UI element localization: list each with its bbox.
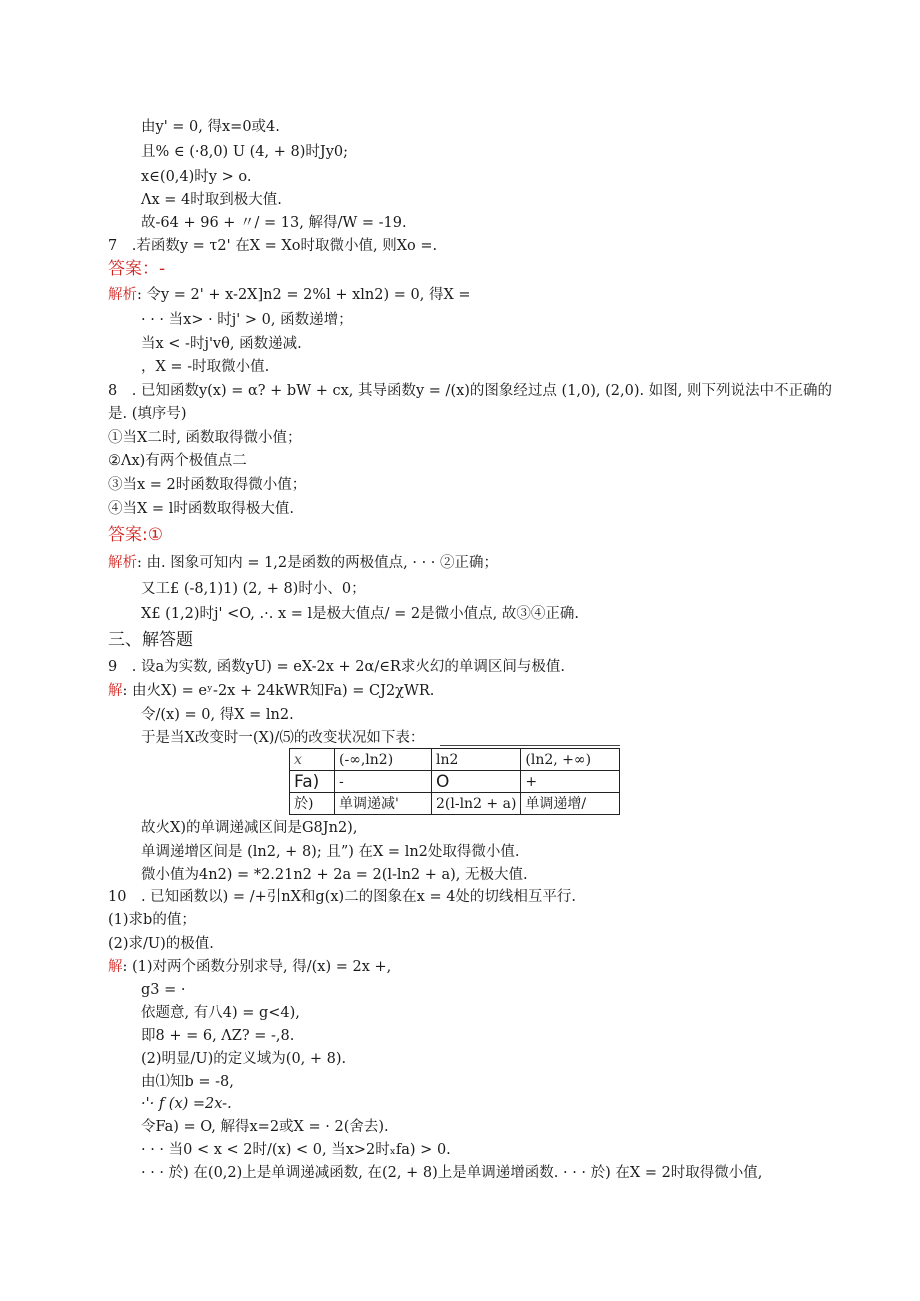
solution-10-line-3: 依题意, 有八4) = g<4), bbox=[141, 1005, 300, 1021]
solution-text: : 由. 图象可知内 = 1,2是函数的两极值点, · · · ②正确； bbox=[137, 555, 499, 571]
solution-8-line-3: X£ (1,2)时j' <O, .·. x = l是极大值点/ = 2是微小值点, 故③④正确. bbox=[141, 606, 579, 622]
table-top-line bbox=[440, 745, 620, 746]
solution-10 bbox=[108, 957, 391, 977]
table-cell: (-∞,ln2) bbox=[335, 749, 432, 771]
option-4: ④当X = l时函数取得极大值. bbox=[108, 501, 294, 517]
solution-label: 解 bbox=[108, 683, 123, 699]
solution-9-line-2: 令/(x) = 0, 得X = ln2. bbox=[141, 707, 294, 723]
answer-8 bbox=[108, 525, 163, 545]
solution-8-line-2: 又工£ (-8,1)1) (2, + 8)时小、0； bbox=[141, 581, 366, 597]
variation-table bbox=[289, 748, 620, 815]
table-row bbox=[290, 793, 620, 815]
question-10-part-2: (2)求/U)的极值. bbox=[108, 936, 214, 952]
table-cell: 2(l-ln2 + a) bbox=[432, 793, 521, 815]
line-5: 故-64 + 96 + 〃/ = 13, 解得/W = -19. bbox=[141, 215, 407, 231]
line-3: x∈(0,4)时y > o. bbox=[141, 169, 252, 185]
solution-10-line-10: · · · 於) 在(0,2)上是单调递减函数, 在(2, + 8)上是单调递增函数. · · · 於) 在X = 2时取得微小值, bbox=[141, 1165, 763, 1181]
solution-text: : (1)对两个函数分别求导, 得/(x) = 2x +, bbox=[122, 959, 392, 975]
solution-9 bbox=[108, 681, 434, 701]
solution-text: : 令y = 2' + x-2X]n2 = 2%l + xln2) = 0, 得X = bbox=[137, 287, 471, 303]
table-row bbox=[290, 749, 620, 771]
solution-label: 解析 bbox=[108, 287, 137, 303]
table-row bbox=[290, 771, 620, 793]
solution-7-line-2: · · · 当x> · 时j' > 0, 函数递增； bbox=[141, 312, 353, 328]
answer-label: 答案 bbox=[108, 259, 142, 279]
solution-7-line-4: ，X = -时取微小值. bbox=[141, 359, 270, 375]
table-cell: + bbox=[521, 771, 620, 793]
solution-7 bbox=[108, 285, 471, 305]
answer-value: ：- bbox=[142, 259, 166, 279]
solution-8 bbox=[108, 553, 498, 573]
table-cell: (ln2, +∞) bbox=[521, 749, 620, 771]
section-heading: 三、解答题 bbox=[108, 630, 193, 650]
solution-10-line-4: 即8 + = 6, ΛZ? = -,8. bbox=[141, 1028, 295, 1044]
solution-label: 解 bbox=[108, 959, 123, 975]
table-cell: 於) bbox=[290, 793, 335, 815]
solution-10-line-9: · · · 当0 < x < 2时/(x) < 0, 当x>2时ₓfa) > 0. bbox=[141, 1142, 451, 1158]
table-cell: 单调递减' bbox=[335, 793, 432, 815]
line-4: Λx = 4时取到极大值. bbox=[141, 192, 282, 208]
line-2: 且% ∈ (·8,0) U (4, + 8)时Jy0; bbox=[141, 144, 349, 160]
option-2: ②Λx)有两个极值点二 bbox=[108, 453, 247, 469]
solution-text: : 由火X) = eʸ-2x + 24kWR知Fa) = CJ2χWR. bbox=[122, 683, 435, 699]
table-cell: O bbox=[432, 771, 521, 793]
question-10: 10 . 已知函数以) = /+引nX和g(x)二的图象在x = 4处的切线相互平行. bbox=[108, 889, 577, 905]
table-cell: - bbox=[335, 771, 432, 793]
solution-10-line-5: (2)明显/U)的定义域为(0, + 8). bbox=[141, 1051, 347, 1067]
solution-10-line-8: 令Fa) = O, 解得x=2或X = · 2(舍去). bbox=[141, 1119, 389, 1135]
option-1: ①当X二时, 函数取得微小值； bbox=[108, 430, 302, 446]
solution-9-line-3: 于是当X改变时一(X)/⑸的改变状况如下表： bbox=[141, 730, 425, 746]
solution-10-line-6: 由⑴知b = -8, bbox=[141, 1074, 234, 1090]
solution-9-line-5: 单调递增区间是 (ln2, + 8); 且”) 在X = ln2处取得微小值. bbox=[141, 844, 520, 860]
solution-10-line-7: ·'· f (x) =2x-. bbox=[141, 1096, 232, 1112]
line-1: 由y' = 0, 得x=0或4. bbox=[141, 119, 280, 135]
solution-7-line-3: 当x < -时j'vθ, 函数递减. bbox=[141, 336, 302, 352]
question-9: 9 . 设a为实数, 函数yU) = eX-2x + 2α∕∈R求火幻的单调区间与极值. bbox=[108, 659, 565, 675]
table-cell: Fa) bbox=[290, 771, 335, 793]
solution-10-line-2: g3 = · bbox=[141, 982, 186, 998]
question-7: 7 .若函数y = τ2' 在X = Xo时取微小值, 则Xo =. bbox=[108, 238, 438, 254]
question-10-part-1: (1)求b的值； bbox=[108, 912, 196, 928]
question-8-line-2: 是. (填序号) bbox=[108, 406, 187, 422]
table-cell: 单调递增/ bbox=[521, 793, 620, 815]
table-cell: x bbox=[290, 749, 335, 771]
solution-9-line-6: 微小值为4n2) = *2.21n2 + 2a = 2(l-ln2 + a), 无极大值. bbox=[141, 867, 528, 883]
answer-7 bbox=[108, 259, 165, 279]
answer-label: 答案 bbox=[108, 525, 142, 545]
table-cell: ln2 bbox=[432, 749, 521, 771]
solution-9-line-4: 故火X)的单调递减区间是G8Jn2), bbox=[141, 820, 358, 836]
solution-label: 解析 bbox=[108, 555, 137, 571]
answer-value: :① bbox=[142, 525, 163, 545]
question-8: 8 . 已知函数y(x) = α? + bW + cx, 其导函数y = /(x)的图象经过点 (1,0), (2,0). 如图, 则下列说法中不正确的 bbox=[108, 383, 832, 399]
option-3: ③当x = 2时函数取得微小值； bbox=[108, 477, 307, 493]
